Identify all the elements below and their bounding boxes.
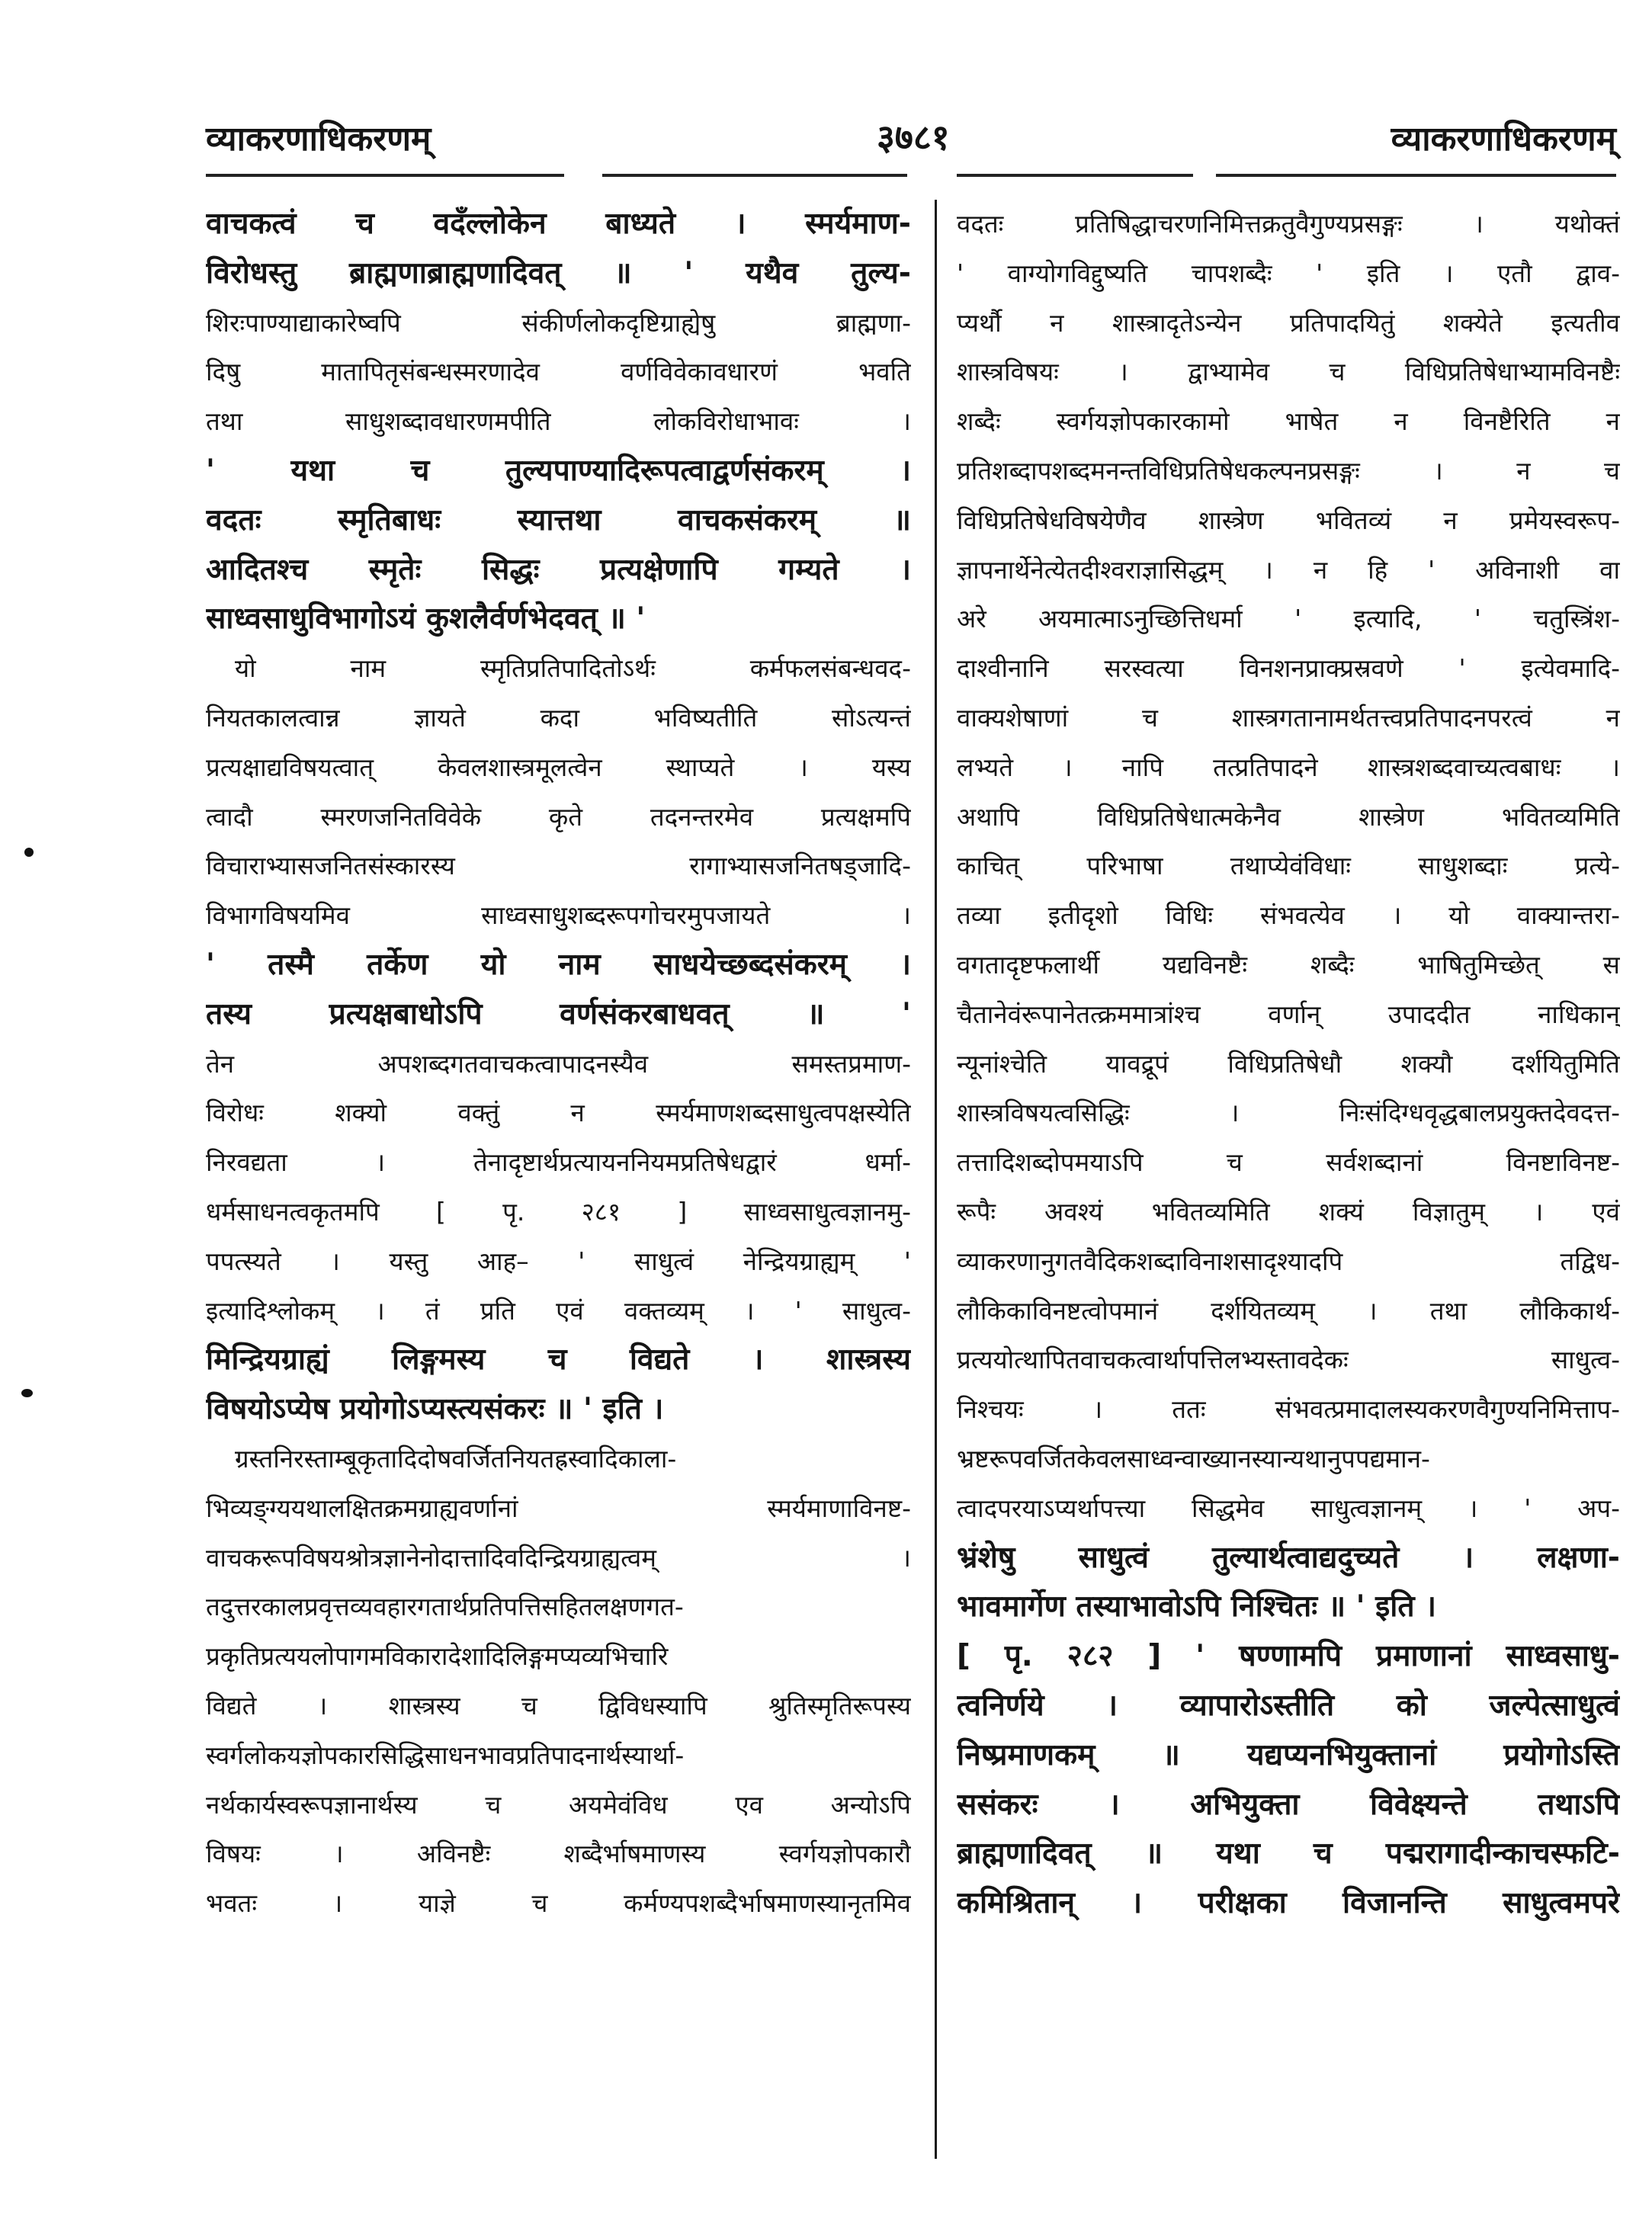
verse-line: वदतः स्मृतिबाधः स्यात्तथा वाचकसंकरम् ॥ bbox=[206, 502, 911, 537]
page-number: ३७८१ bbox=[877, 117, 950, 158]
text-line: न्यूनांश्चेति यावद्रूपं विधिप्रतिषेधौ शक्यौ दर्शयितुमिति bbox=[957, 1048, 1620, 1079]
text-line: वदतः प्रतिषिद्धाचरणनिमित्तक्रतुवैगुण्यप्रसङ्गः । यथोक्तं bbox=[957, 209, 1620, 239]
text-line: विषयः । अविनष्टैः शब्दैर्भाषमाणस्य स्वर्गयज्ञोपकारौ bbox=[206, 1839, 911, 1869]
left-column bbox=[206, 200, 911, 1929]
verse-line: ब्राह्मणादिवत् ॥ यथा च पद्मरागादीन्काचस्फटि- bbox=[957, 1836, 1620, 1871]
text-line: विद्यते । शास्त्रस्य च द्विविधस्यापि श्रुतिस्मृतिरूपस्य bbox=[206, 1690, 911, 1721]
text-line: तथा साधुशब्दावधारणमपीति लोकविरोधाभावः । bbox=[206, 406, 911, 437]
verse-line: आदितश्च स्मृतेः सिद्धः प्रत्यक्षेणापि गम्यते । bbox=[206, 552, 911, 587]
verse-line: मिन्द्रियग्राह्यं लिङ्गमस्य च विद्यते । शास्त्रस्य bbox=[206, 1342, 911, 1377]
text-line: शास्त्रविषयत्वसिद्धिः । निःसंदिग्धवृद्धबालप्रयुक्तदेवदत्त- bbox=[957, 1098, 1620, 1128]
text-line: तत्तादिशब्दोपमयाऽपि च सर्वशब्दानां विनष्टाविनष्ट- bbox=[957, 1147, 1620, 1178]
verse-line: कमिश्रितान् । परीक्षका विजानन्ति साधुत्वमपरे bbox=[957, 1886, 1620, 1921]
verse-line: ससंकरः । अभियुक्ता विवेक्ष्यन्ते तथाऽपि bbox=[957, 1787, 1620, 1822]
header-rule bbox=[957, 174, 1193, 177]
text-line: तेन अपशब्दगतवाचकत्वापादनस्यैव समस्तप्रमाण- bbox=[206, 1048, 911, 1079]
text-line: प्रकृतिप्रत्ययलोपागमविकारादेशादिलिङ्गमप्यव्यभिचारि bbox=[206, 1641, 669, 1672]
running-title-left: व्याकरणाधिकरणम् bbox=[206, 120, 431, 159]
text-line: प्रतिशब्दापशब्दमनन्तविधिप्रतिषेधकल्पनप्रसङ्गः । न च bbox=[957, 455, 1620, 486]
margin-mark bbox=[24, 848, 34, 857]
text-line: स्वर्गलोकयज्ञोपकारसिद्धिसाधनभावप्रतिपादनार्थस्यार्था- bbox=[206, 1740, 685, 1770]
text-line: तव्या इतीदृशो विधिः संभवत्येव । यो वाक्यान्तरा- bbox=[957, 900, 1620, 931]
header-rule bbox=[1216, 174, 1616, 177]
text-line: विभागविषयमिव साध्वसाधुशब्दरूपगोचरमुपजायते । bbox=[206, 900, 911, 931]
text-line: शिरःपाण्याद्याकारेष्वपि संकीर्णलोकदृष्टिग्राह्येषु ब्राह्मणा- bbox=[206, 307, 911, 338]
text-line: ग्रस्तनिरस्ताम्बूकृतादिदोषवर्जितनियतह्रस्वादिकाला- bbox=[235, 1443, 677, 1474]
text-line: व्याकरणानुगतवैदिकशब्दाविनाशसादृश्यादपि तद्विध- bbox=[957, 1246, 1620, 1276]
text-line: विरोधः शक्यो वक्तुं न स्मर्यमाणशब्दसाधुत्वपक्षस्येति bbox=[206, 1098, 911, 1128]
margin-mark bbox=[21, 1389, 33, 1397]
text-line: प्रत्यक्षाद्यविषयत्वात् केवलशास्त्रमूलत्वेन स्थाप्यते । यस्य bbox=[206, 752, 911, 782]
verse-line: विषयोऽप्येष प्रयोगोऽप्यस्त्यसंकरः ॥ ' इति । bbox=[206, 1392, 664, 1427]
running-header bbox=[206, 99, 1616, 160]
text-line: इत्यादिश्लोकम् । तं प्रति एवं वक्तव्यम् । ' साधुत्व- bbox=[206, 1295, 911, 1326]
verse-line: ' तस्मै तर्केण यो नाम साधयेच्छब्दसंकरम् । bbox=[206, 947, 911, 982]
text-line: निरवद्यता । तेनादृष्टार्थप्रत्यायननियमप्रतिषेधद्वारं धर्मा- bbox=[206, 1147, 911, 1178]
text-line: त्वादौ स्मरणजनितविवेके कृते तदनन्तरमेव प्रत्यक्षमपि bbox=[206, 801, 911, 832]
header-rule bbox=[602, 174, 907, 177]
text-line: विरोधस्तु ब्राह्मणाब्राह्मणादिवत् ॥ ' यथैव तुल्य- bbox=[206, 255, 911, 290]
text-line: वाचकरूपविषयश्रोत्रज्ञानेनोदात्तादिवदिन्द्रियग्राह्यत्वम् । bbox=[206, 1542, 911, 1573]
text-line: ' वाग्योगविद्दुष्यति चापशब्दैः ' इति । एतौ द्वाव- bbox=[957, 258, 1620, 288]
text-line: ज्ञापनार्थेनेत्येतदीश्वराज्ञासिद्धम् । न हि ' अविनाशी वा bbox=[957, 554, 1620, 585]
text-line: भवतः । याज्ञे च कर्मण्यपशब्दैर्भाषमाणस्यानृतमिव bbox=[206, 1888, 911, 1919]
text-line: प्रत्ययोत्थापितवाचकत्वार्थापत्तिलभ्यस्तावदेकः साधुत्व- bbox=[957, 1345, 1620, 1375]
text-line: वाक्यशेषाणां च शास्त्रगतानामर्थतत्त्वप्रतिपादनपरत्वं न bbox=[957, 702, 1620, 733]
verse-line: त्वनिर्णये । व्यापारोऽस्तीति को जल्पेत्साधुत्वं bbox=[957, 1688, 1620, 1723]
text-line: वगतादृष्टफलार्थी यद्यविनष्टैः शब्दैः भाषितुमिच्छेत् स bbox=[957, 949, 1620, 980]
text-line: रूपैः अवश्यं भवितव्यमिति शक्यं विज्ञातुम् । एवं bbox=[957, 1196, 1620, 1227]
text-line: चैतानेवंरूपानेतत्क्रममात्रांश्च वर्णान् उपाददीत नाधिकान् bbox=[957, 999, 1620, 1029]
text-line: निश्चयः । ततः संभवत्प्रमादालस्यकरणवैगुण्यनिमित्ताप- bbox=[957, 1394, 1620, 1425]
text-line: विधिप्रतिषेधविषयेणैव शास्त्रेण भवितव्यं न प्रमेयस्वरूप- bbox=[957, 505, 1620, 535]
text-line: लभ्यते । नापि तत्प्रतिपादने शास्त्रशब्दवाच्यत्वबाधः । bbox=[957, 752, 1620, 782]
verse-line: ' यथा च तुल्यपाण्यादिरूपत्वाद्वर्णसंकरम् । bbox=[206, 453, 911, 488]
text-line: त्वादपरयाऽप्यर्थापत्त्या सिद्धमेव साधुत्वज्ञानम् । ' अप- bbox=[957, 1493, 1620, 1523]
verse-line: भ्रंशेषु साधुत्वं तुल्यार्थत्वाद्यदुच्यते । लक्षणा- bbox=[957, 1540, 1620, 1575]
text-line: नर्थकार्यस्वरूपज्ञानार्थस्य च अयमेवंविध एव अन्योऽपि bbox=[206, 1789, 911, 1820]
text-line: यो नाम स्मृतिप्रतिपादितोऽर्थः कर्मफलसंबन्धवद- bbox=[235, 653, 911, 684]
header-rule bbox=[206, 174, 564, 177]
text-line: शब्दैः स्वर्गयज्ञोपकारकामो भाषेत न विनष्टैरिति न bbox=[957, 406, 1620, 437]
text-line: प्यर्थौ न शास्त्रादृतेऽन्येन प्रतिपादयितुं शक्येते इत्यतीव bbox=[957, 307, 1620, 338]
text-line: लौकिकाविनष्टत्वोपमानं दर्शयितव्यम् । तथा लौकिकार्थ- bbox=[957, 1295, 1620, 1326]
text-line: अरे अयमात्माऽनुच्छित्तिधर्मा ' इत्यादि, ' चतुस्त्रिंश- bbox=[957, 604, 1620, 634]
right-column bbox=[957, 200, 1620, 1929]
verse-line: [ पृ. २८२ ] ' षण्णामपि प्रमाणानां साध्वसाधु- bbox=[957, 1639, 1620, 1674]
running-title-right: व्याकरणाधिकरणम् bbox=[1391, 120, 1616, 159]
column-divider bbox=[935, 200, 937, 2159]
text-line: वाचकत्वं च वदँल्लोकेन बाध्यते । स्मर्यमाण- bbox=[206, 207, 911, 241]
text-line: काचित् परिभाषा तथाप्येवंविधाः साधुशब्दाः प्रत्ये- bbox=[957, 851, 1620, 881]
text-line: शास्त्रविषयः । द्वाभ्यामेव च विधिप्रतिषेधाभ्यामविनष्टैः bbox=[957, 357, 1620, 387]
text-line: तदुत्तरकालप्रवृत्तव्यवहारगतार्थप्रतिपत्तिसहितलक्षणगत- bbox=[206, 1592, 684, 1622]
text-line: धर्मसाधनत्वकृतमपि [ पृ. २८१ ] साध्वसाधुत्वज्ञानमु- bbox=[206, 1196, 911, 1227]
text-line: अथापि विधिप्रतिषेधात्मकेनैव शास्त्रेण भवितव्यमिति bbox=[957, 801, 1620, 832]
text-line: दाश्वीनानि सरस्वत्या विनशनप्राक्प्रस्रवणे ' इत्येवमादि- bbox=[957, 653, 1620, 684]
text-line: नियतकालत्वान्न ज्ञायते कदा भविष्यतीति सोऽत्यन्तं bbox=[206, 702, 911, 733]
text-line: भ्रष्टरूपवर्जितकेवलसाध्वन्वाख्यानस्यान्यथानुपपद्यमान- bbox=[957, 1443, 1430, 1474]
text-line: पपत्स्यते । यस्तु आह– ' साधुत्वं नेन्द्रियग्राह्यम् ' bbox=[206, 1246, 911, 1276]
text-line: दिषु मातापितृसंबन्धस्मरणादेव वर्णविवेकावधारणं भवति bbox=[206, 357, 911, 387]
verse-line: निष्प्रमाणकम् ॥ यद्यप्यनभियुक्तानां प्रयोगोऽस्ति bbox=[957, 1737, 1620, 1772]
text-line: विचाराभ्यासजनितसंस्कारस्य रागाभ्यासजनितषड्जादि- bbox=[206, 851, 911, 881]
verse-line: तस्य प्रत्यक्षबाधोऽपि वर्णसंकरबाधवत् ॥ ' bbox=[206, 996, 911, 1031]
text-line: भिव्यङ्ग्ययथालक्षितक्रमग्राह्यवर्णानां स्मर्यमाणाविनष्ट- bbox=[206, 1493, 911, 1523]
verse-line: साध्वसाधुविभागोऽयं कुशलैर्वर्णभेदवत् ॥ ' bbox=[206, 601, 646, 637]
verse-line: भावमार्गेण तस्याभावोऽपि निश्चितः ॥ ' इति । bbox=[957, 1589, 1436, 1624]
